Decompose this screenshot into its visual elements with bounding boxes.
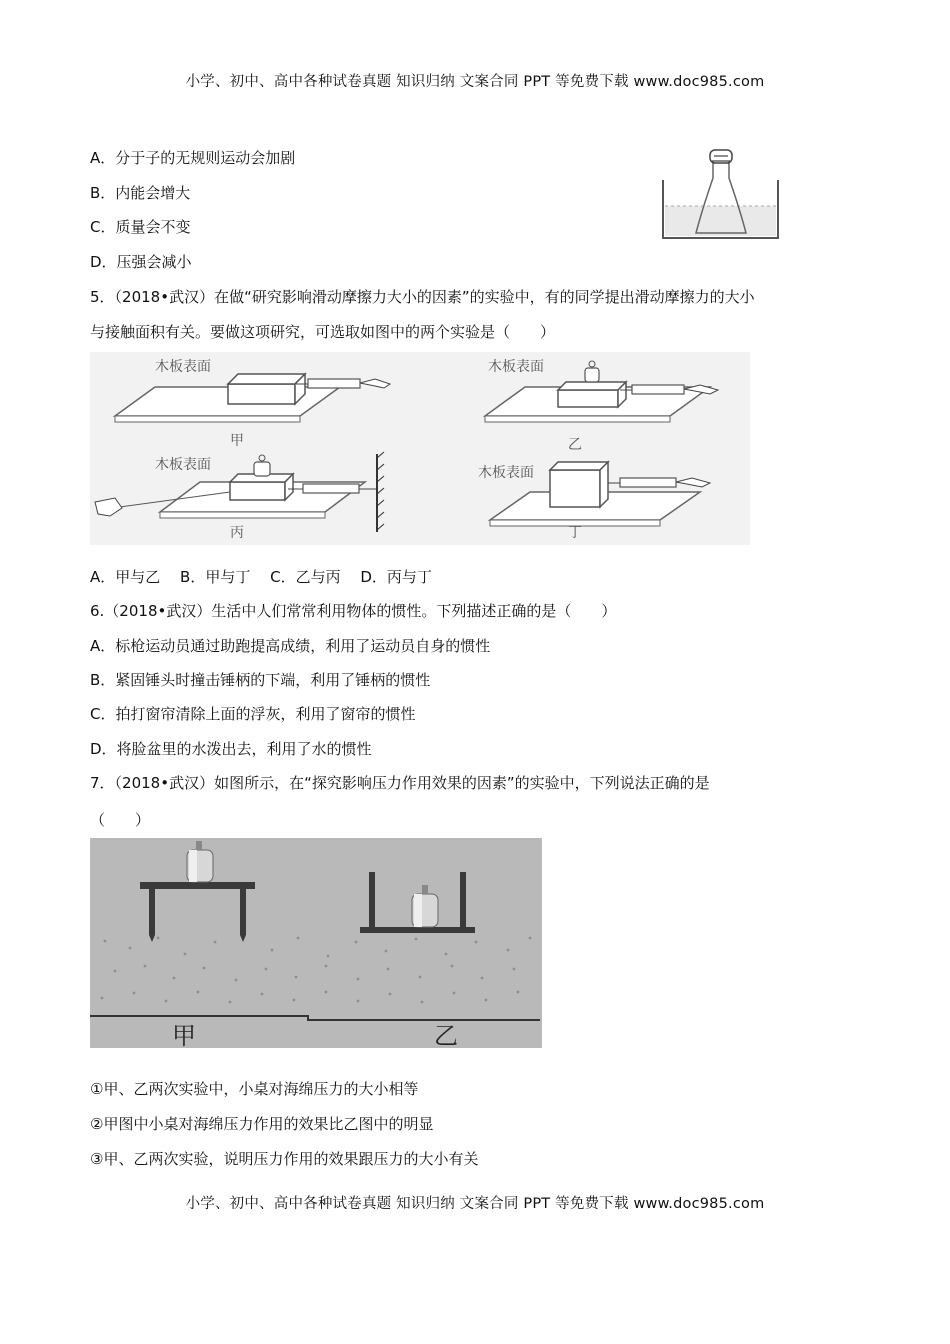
q5-options: A．甲与乙 B．甲与丁 C．乙与丙 D．丙与丁 bbox=[90, 568, 432, 586]
q4-option-d: D．压强会减小 bbox=[90, 253, 192, 271]
sponge-pressure-figure bbox=[90, 838, 542, 1048]
page-header: 小学、初中、高中各种试卷真题 知识归纳 文案合同 PPT 等免费下载 www.doc985.com bbox=[185, 74, 765, 90]
flask-in-water-figure bbox=[660, 140, 782, 242]
q6-stem: 6.（2018•武汉）生活中人们常常利用物体的惯性。下列描述正确的是（ ） bbox=[90, 602, 617, 620]
q5-stem-line2: 与接触面积有关。要做这项研究，可选取如图中的两个实验是（ ） bbox=[90, 323, 556, 341]
q4-option-a: A．分于子的无规则运动会加剧 bbox=[90, 149, 296, 167]
surface-label-yi: 木板表面 bbox=[488, 359, 544, 375]
panel-label-yi: 乙 bbox=[568, 437, 582, 453]
surface-label-jia: 木板表面 bbox=[155, 359, 211, 375]
q7-stem-line2: （ ） bbox=[90, 811, 151, 829]
surface-label-ding: 木板表面 bbox=[478, 465, 534, 481]
q6-option-d: D．将脸盆里的水泼出去，利用了水的惯性 bbox=[90, 740, 372, 758]
q5-stem-line1: 5．（2018•武汉）在做“研究影响滑动摩擦力大小的因素”的实验中，有的同学提出滑动摩擦力的大小 bbox=[90, 288, 755, 306]
q6-option-c: C．拍打窗帘清除上面的浮灰，利用了窗帘的惯性 bbox=[90, 705, 416, 723]
surface-label-bing: 木板表面 bbox=[155, 457, 211, 473]
q4-option-c: C．质量会不变 bbox=[90, 218, 191, 236]
q7-stem-line1: 7．（2018•武汉）如图所示，在“探究影响压力作用效果的因素”的实验中，下列说法正确的是 bbox=[90, 774, 710, 792]
panel-label-yi: 乙 bbox=[434, 1022, 458, 1048]
panel-label-ding: 丁 bbox=[568, 525, 582, 541]
friction-experiment-figure bbox=[90, 352, 750, 545]
panel-label-bing: 丙 bbox=[230, 525, 244, 541]
q4-option-b: B．内能会增大 bbox=[90, 184, 191, 202]
q6-option-b: B．紧固锤头时撞击锤柄的下端，利用了锤柄的惯性 bbox=[90, 671, 431, 689]
page-footer: 小学、初中、高中各种试卷真题 知识归纳 文案合同 PPT 等免费下载 www.doc985.com bbox=[185, 1196, 765, 1212]
q7-statement-3: ③甲、乙两次实验，说明压力作用的效果跟压力的大小有关 bbox=[90, 1150, 479, 1168]
q7-statement-1: ①甲、乙两次实验中，小桌对海绵压力的大小相等 bbox=[90, 1080, 419, 1098]
panel-label-jia: 甲 bbox=[230, 433, 244, 449]
q6-option-a: A．标枪运动员通过助跑提高成绩，利用了运动员自身的惯性 bbox=[90, 637, 491, 655]
panel-label-jia: 甲 bbox=[172, 1022, 196, 1048]
q7-statement-2: ②甲图中小桌对海绵压力作用的效果比乙图中的明显 bbox=[90, 1115, 434, 1133]
